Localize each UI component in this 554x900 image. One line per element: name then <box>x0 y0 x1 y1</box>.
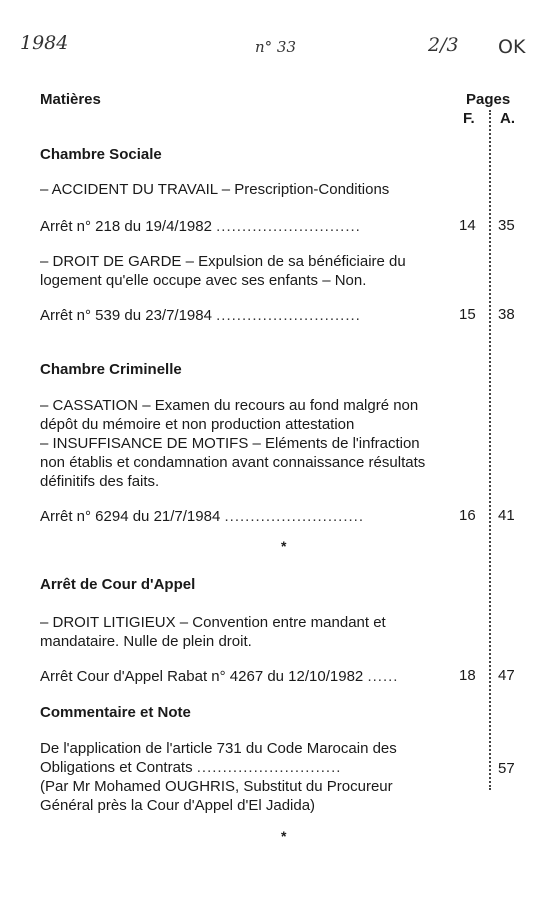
entry-text: – DROIT DE GARDE – Expulsion de sa bénéficiaire du <box>40 253 406 270</box>
handwritten-number: n° 33 <box>255 38 297 56</box>
page-a: 57 <box>498 760 515 777</box>
dot-leader: ............................ <box>216 218 361 235</box>
page-f: 18 <box>459 667 476 684</box>
handwritten-year: 1984 <box>20 32 69 54</box>
entry-text: dépôt du mémoire et non production attestation <box>40 416 355 433</box>
entry-text: mandataire. Nulle de plein droit. <box>40 633 252 650</box>
dot-leader: ........................... <box>224 508 365 525</box>
separator-star: * <box>281 538 287 554</box>
separator-star: * <box>281 828 287 844</box>
entry-text: – INSUFFISANCE DE MOTIFS – Eléments de l'infraction <box>40 435 420 452</box>
entry-text: définitifs des faits. <box>40 473 160 490</box>
entry-text: – DROIT LITIGIEUX – Convention entre mandant et <box>40 614 386 631</box>
header-pages: Pages <box>466 91 511 108</box>
page-f: 16 <box>459 507 476 524</box>
page-f: 14 <box>459 217 476 234</box>
handwritten-fraction: 2/3 <box>428 34 459 56</box>
section-title-sociale: Chambre Sociale <box>40 146 162 163</box>
dot-leader: ............................ <box>216 307 361 324</box>
entry-ref-label: Arrêt n° 539 du 23/7/1984 <box>40 307 212 324</box>
entry-text <box>40 758 341 777</box>
dot-leader: ...... <box>367 668 399 685</box>
entry-text: – CASSATION – Examen du recours au fond malgré non <box>40 397 419 414</box>
entry-ref <box>40 507 364 526</box>
entry-text: (Par Mr Mohamed OUGHRIS, Substitut du Procureur <box>40 778 393 795</box>
entry-ref-label: Arrêt n° 218 du 19/4/1982 <box>40 218 212 235</box>
entry-text: De l'application de l'article 731 du Code Marocain des <box>40 740 397 757</box>
entry-text: – ACCIDENT DU TRAVAIL – Prescription-Conditions <box>40 181 390 198</box>
entry-text: Général près la Cour d'Appel d'El Jadida) <box>40 797 316 814</box>
entry-text-label: Obligations et Contrats <box>40 759 193 776</box>
page-a: 35 <box>498 217 515 234</box>
page-f: 15 <box>459 306 476 323</box>
entry-ref <box>40 667 398 686</box>
entry-ref-label: Arrêt Cour d'Appel Rabat n° 4267 du 12/10/1982 <box>40 668 364 685</box>
section-title-appel: Arrêt de Cour d'Appel <box>40 576 196 593</box>
page-a: 47 <box>498 667 515 684</box>
entry-text: logement qu'elle occupe avec ses enfants – Non. <box>40 272 367 289</box>
section-title-commentaire: Commentaire et Note <box>40 704 191 721</box>
dot-leader: ............................ <box>196 759 342 776</box>
page-a: 41 <box>498 507 515 524</box>
column-divider <box>489 110 491 790</box>
header-matieres: Matières <box>40 91 101 108</box>
handwritten-ok: OK <box>498 36 526 58</box>
entry-ref <box>40 306 361 325</box>
entry-text: non établis et condamnation avant connaissance résultats <box>40 454 426 471</box>
page-a: 38 <box>498 306 515 323</box>
entry-ref-label: Arrêt n° 6294 du 21/7/1984 <box>40 508 221 525</box>
section-title-criminelle: Chambre Criminelle <box>40 361 182 378</box>
header-col-f: F. <box>463 110 475 127</box>
entry-ref <box>40 217 361 236</box>
header-col-a: A. <box>500 110 515 127</box>
